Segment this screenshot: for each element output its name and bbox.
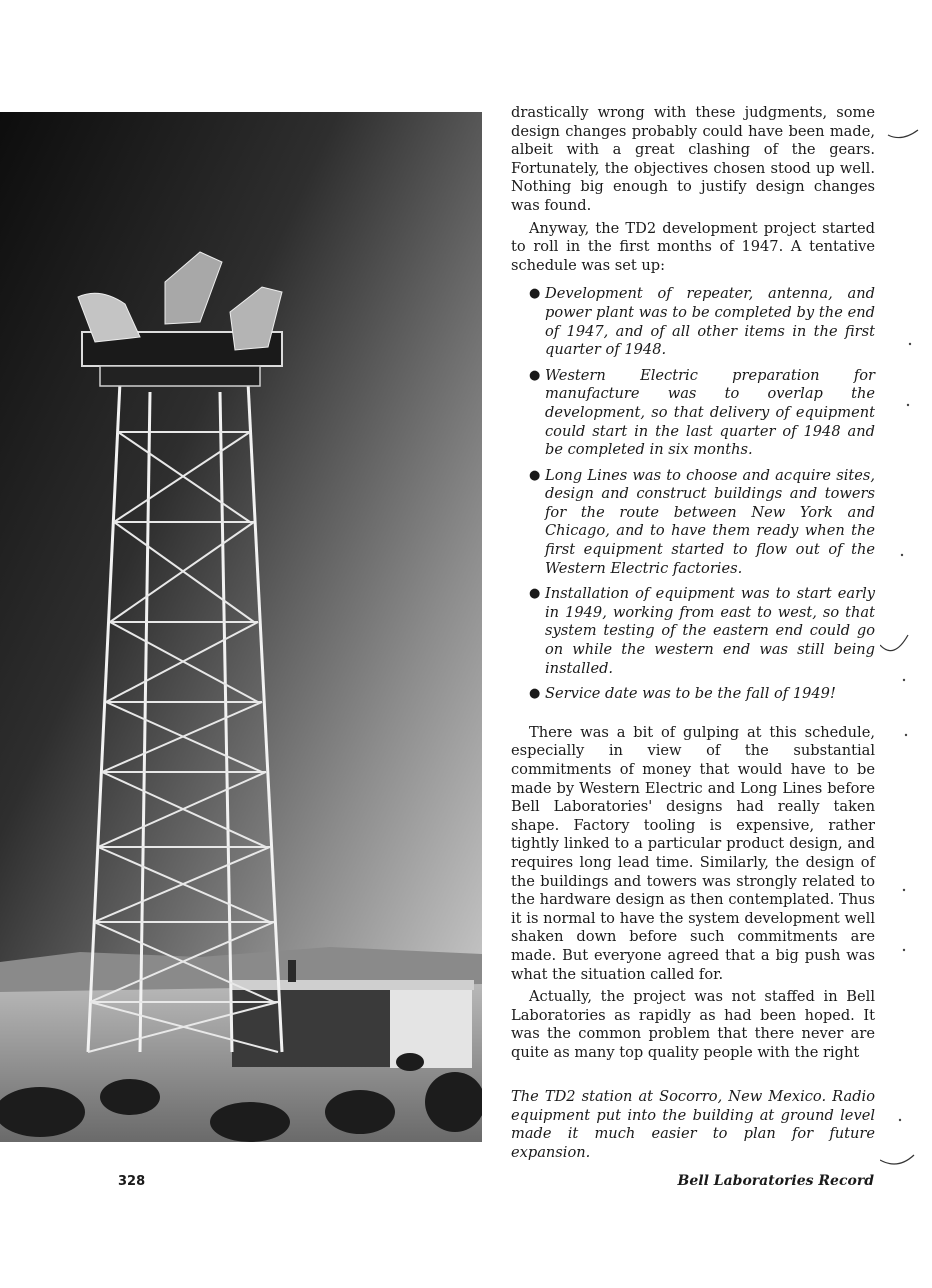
page-number: 328 [118, 1174, 146, 1189]
bullet-icon: ● [529, 367, 541, 383]
schedule-item: ● Long Lines was to choose and acquire sites, design and construct buildings and towers for the route between New York and Chicago, and to have them ready when the first equipment started to flow out of the Western Electric factories. [529, 466, 875, 577]
body-text-column [511, 104, 875, 1063]
bullet-icon: ● [529, 467, 541, 483]
bullet-icon: ● [529, 586, 541, 602]
schedule-item: ● Development of repeater, antenna, and power plant was to be completed by the end of 1947, and of all other items in the first quarter of 1948. [529, 285, 875, 359]
paragraph-schedule-intro: Anyway, the TD2 development project started to roll in the first months of 1947. A tentative schedule was set up: [511, 219, 875, 274]
schedule-list [511, 285, 875, 703]
paragraph-staffing: Actually, the project was not staffed in Bell Laboratories as rapidly as had been hoped. It was the common problem that there never are quite as many top quality people with the right [511, 988, 875, 1061]
schedule-item: ● Service date was to be the fall of 1949! [529, 685, 836, 703]
schedule-item: ● Western Electric preparation for manufacture was to overlap the development, so that delivery of equipment could start in the last quarter of 1948 and be completed in six months. [529, 366, 875, 459]
bullet-icon: ● [529, 686, 541, 702]
tower-photo [0, 112, 482, 1142]
journal-title: Bell Laboratories Record [677, 1173, 874, 1189]
margin-scan-marks [880, 100, 932, 1200]
photo-caption: The TD2 station at Socorro, New Mexico. Radio equipment put into the building at ground level made it much easier to plan for future expansion. [511, 1088, 875, 1161]
schedule-item: ● Installation of equipment was to start early in 1949, working from east to west, so that system testing of the eastern end could go on while the western end was still being installed. [529, 585, 875, 677]
paragraph-continued: drastically wrong with these judgments, some design changes probably could have been made, albeit with a great clashing of the gears. Fortunately, the objectives chosen stood up well. Nothing big enough to justify design changes was found. [511, 104, 875, 214]
radio-relay-tower-photo [0, 112, 482, 1142]
bullet-icon: ● [529, 286, 541, 302]
paragraph-gulping: There was a bit of gulping at this schedule, especially in view of the substantial commitments of money that would have to be made by Western Electric and Long Lines before Bell Laboratories' designs had really taken shape. Factory tooling is expensive, rather tightly linked to a particular product design, and requires long lead time. Similarly, the design of the buildings and towers was strongly related to the hardware design as then contemplated. Thus it is normal to have the system development well shaken down before such commitments are made. But everyone agreed that a big push was what the situation called for. [511, 723, 875, 983]
